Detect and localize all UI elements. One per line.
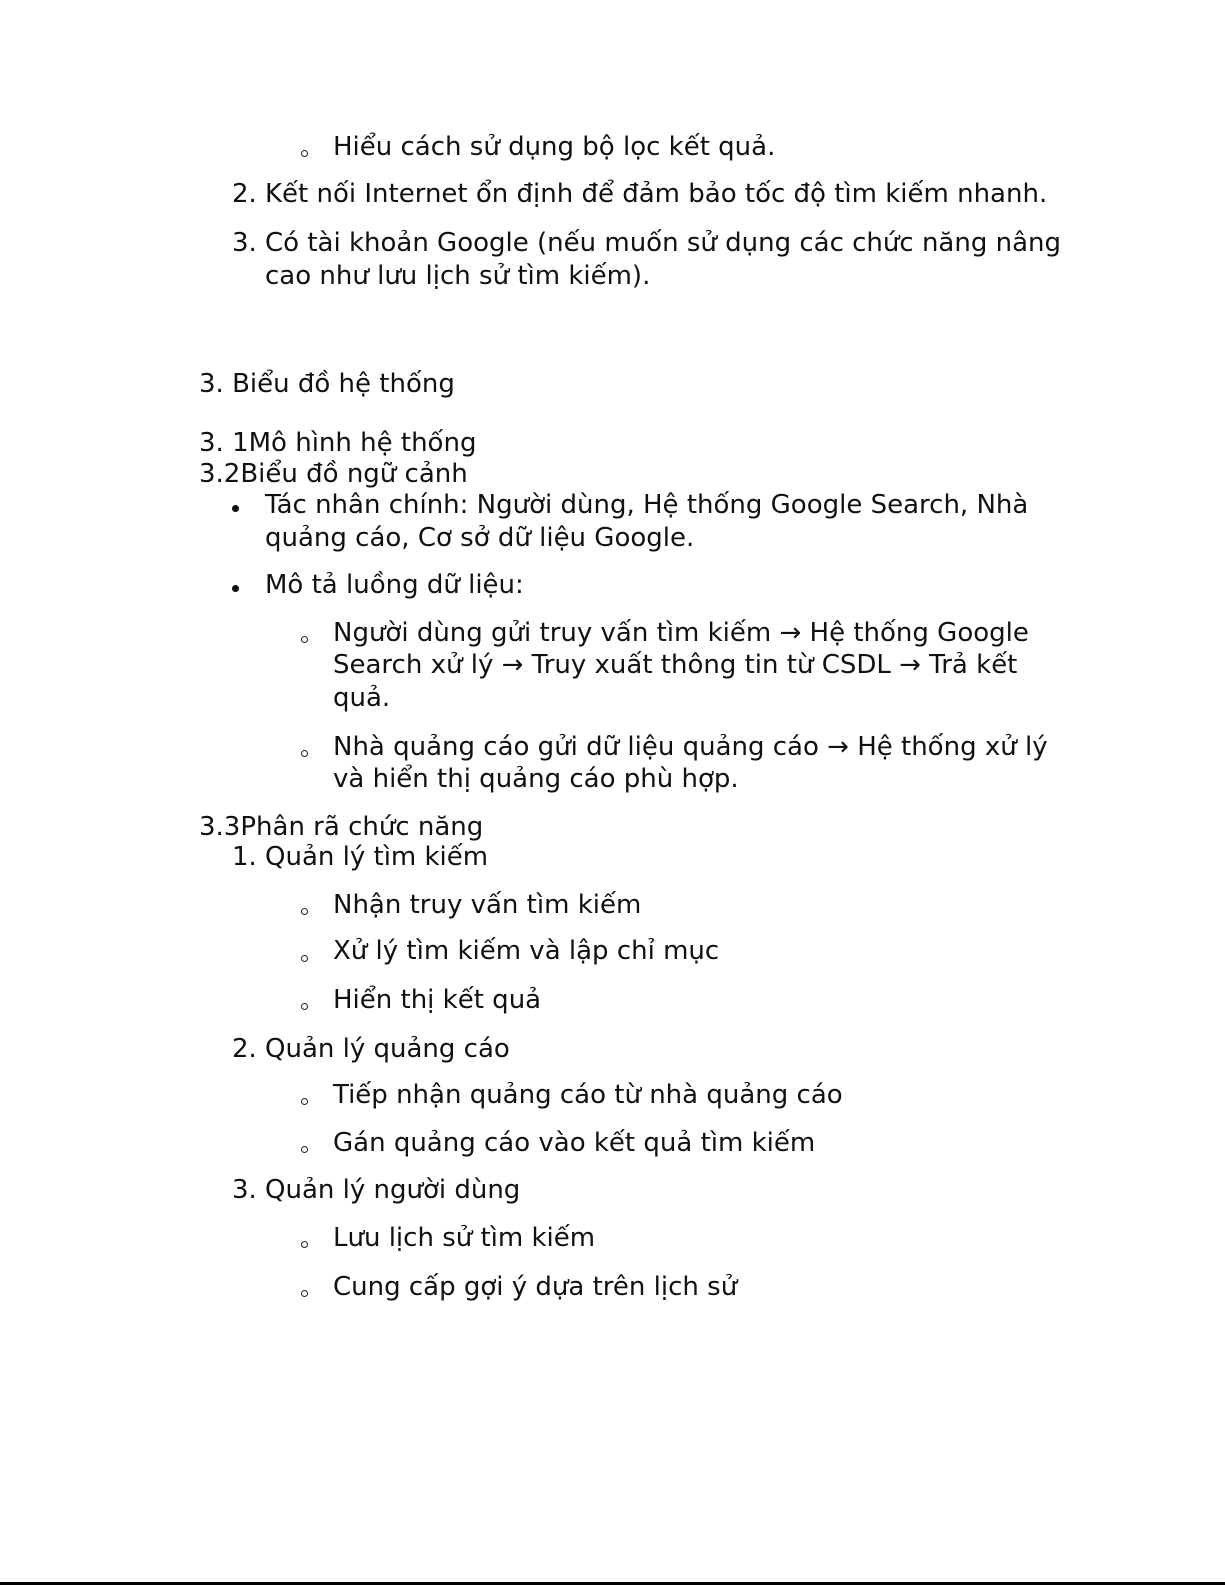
subsection-heading: 3.2Biểu đồ ngữ cảnh	[199, 459, 468, 489]
circle-bullet-icon	[301, 908, 308, 915]
function-title: Quản lý người dùng	[265, 1175, 521, 1205]
flow-item-text: Search xử lý → Truy xuất thông tin từ CSDL → Trả kết	[333, 650, 1018, 680]
circle-bullet-icon	[301, 1098, 308, 1105]
flow-item-text: và hiển thị quảng cáo phù hợp.	[333, 764, 739, 794]
bullet-item-text: Mô tả luồng dữ liệu:	[265, 570, 524, 600]
circle-bullet-icon	[301, 1241, 308, 1248]
circle-bullet-icon	[301, 955, 308, 962]
subsection-heading: 3. 1Mô hình hệ thống	[199, 428, 477, 458]
bullet-icon	[232, 585, 239, 592]
circle-bullet-icon	[301, 750, 308, 757]
list-number: 2.	[232, 179, 257, 209]
circle-bullet-icon	[301, 1290, 308, 1297]
function-sub-item: Tiếp nhận quảng cáo từ nhà quảng cáo	[333, 1080, 843, 1110]
flow-item-text: quả.	[333, 683, 391, 713]
section-heading: 3. Biểu đồ hệ thống	[199, 369, 455, 399]
flow-item-text: Nhà quảng cáo gửi dữ liệu quảng cáo → Hệ thống xử lý	[333, 732, 1048, 762]
bullet-icon	[232, 505, 239, 512]
function-sub-item: Nhận truy vấn tìm kiếm	[333, 890, 642, 920]
list-number: 3.	[232, 1175, 257, 1205]
bullet-item-text: quảng cáo, Cơ sở dữ liệu Google.	[265, 523, 695, 553]
list-number: 3.	[232, 228, 257, 258]
subsection-heading: 3.3Phân rã chức năng	[199, 812, 484, 842]
function-sub-item: Cung cấp gợi ý dựa trên lịch sử	[333, 1272, 738, 1302]
list-number: 1.	[232, 842, 257, 872]
function-sub-item: Xử lý tìm kiếm và lập chỉ mục	[333, 936, 720, 966]
circle-bullet-icon	[301, 636, 308, 643]
list-item-text: Kết nối Internet ổn định để đảm bảo tốc độ tìm kiếm nhanh.	[265, 179, 1048, 209]
function-title: Quản lý quảng cáo	[265, 1034, 510, 1064]
function-sub-item: Gán quảng cáo vào kết quả tìm kiếm	[333, 1128, 816, 1158]
circle-bullet-icon	[301, 1146, 308, 1153]
function-sub-item: Lưu lịch sử tìm kiếm	[333, 1223, 596, 1253]
bullet-item-text: Tác nhân chính: Người dùng, Hệ thống Google Search, Nhà	[265, 490, 1029, 520]
list-item-text: Có tài khoản Google (nếu muốn sử dụng các chức năng nâng	[265, 228, 1061, 258]
function-sub-item: Hiển thị kết quả	[333, 985, 542, 1015]
function-title: Quản lý tìm kiếm	[265, 842, 489, 872]
list-number: 2.	[232, 1034, 257, 1064]
circle-bullet-icon	[301, 150, 308, 157]
list-sub-item: Hiểu cách sử dụng bộ lọc kết quả.	[333, 132, 776, 162]
flow-item-text: Người dùng gửi truy vấn tìm kiếm → Hệ thống Google	[333, 618, 1029, 648]
list-item-text: cao như lưu lịch sử tìm kiếm).	[265, 261, 651, 291]
circle-bullet-icon	[301, 1003, 308, 1010]
